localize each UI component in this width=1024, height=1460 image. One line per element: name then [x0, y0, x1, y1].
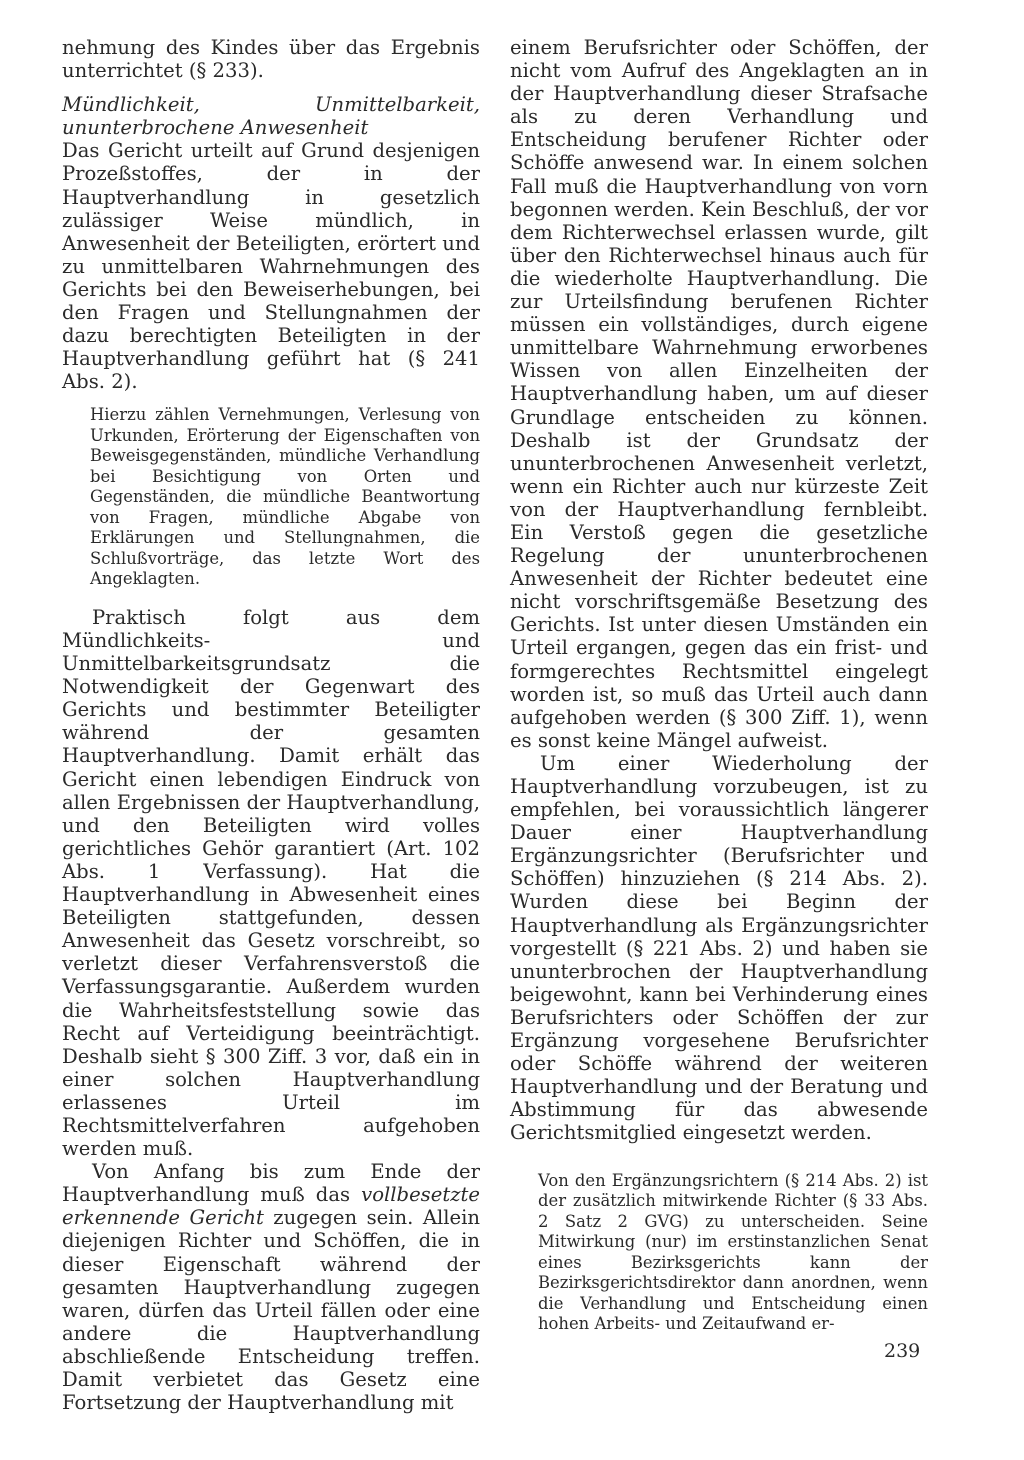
- right-column: [510, 36, 928, 1335]
- note-paragraph: Hierzu zählen Vernehmungen, Verlesung von Urkunden, Erörterung der Eigenschaften von Beweisgegenständen, mündliche Verhandlung bei Besichtigung von Orten und Gegenständen, die mündliche Beantwortung von Fragen, mündliche Abgabe von Erklärungen und Stellungnahmen, die Schlußvorträge, das letzte Wort des Angeklagten.: [90, 405, 480, 589]
- paragraph-main: Das Gericht urteilt auf Grund desjenigen Prozeßstoffes, der in der Hauptverhandlung in gesetzlich zulässiger Weise mündlich, in Anwesenheit der Beteiligten, erörtert und zu unmittelbaren Wahrnehmungen des Gerichts bei den Beweiserhebungen, bei den Fragen und Stellungnahmen der dazu berechtigten Beteiligten in der Hauptverhandlung geführt hat (§ 241 Abs. 2).: [62, 139, 480, 394]
- paragraph-text: Von Anfang bis zum Ende der Hauptverhandlung muß das: [62, 1160, 480, 1207]
- paragraph-continuation: einem Berufsrichter oder Schöffen, der nicht vom Aufruf des Angeklagten an in der Hauptverhandlung dieser Strafsache als zu deren Verhandlung und Entscheidung berufener Richter oder Schöffe anwesend war. In einem solchen Fall muß die Hauptverhandlung von vorn begonnen werden. Kein Beschluß, der vor dem Richterwechsel erlassen wurde, gilt über den Richterwechsel hinaus auch für die wiederholte Hauptverhandlung. Die zur Urteilsfindung berufenen Richter müssen ein vollständiges, durch eigene unmittelbare Wahrnehmung erworbenes Wissen von allen Einzelheiten der Hauptverhandlung haben, um auf dieser Grundlage entscheiden zu können. Deshalb ist der Grundsatz der ununterbrochenen Anwesenheit verletzt, wenn ein Richter auch nur kürzeste Zeit von der Hauptverhandlung fernbleibt. Ein Verstoß gegen die gesetzliche Regelung der ununterbrochenen Anwesenheit der Richter bedeutet eine nicht vorschriftsgemäße Besetzung des Gerichts. Ist unter diesen Umständen ein Urteil ergangen, gegen das ein frist- und formgerechtes Rechtsmittel eingelegt worden ist, so muß das Urteil auch dann aufgehoben werden (§ 300 Ziff. 1), wenn es sonst keine Mängel aufweist.: [510, 36, 928, 752]
- section-heading: Mündlichkeit, Unmittelbarkeit, ununterbrochene Anwesenheit: [62, 93, 480, 140]
- paragraph-continuation: nehmung des Kindes über das Ergebnis unterrichtet (§ 233).: [62, 36, 480, 83]
- paragraph-von-anfang: [62, 1160, 480, 1414]
- paragraph-wiederholung: Um einer Wiederholung der Hauptverhandlung vorzubeugen, ist zu empfehlen, bei voraussichtlich längerer Dauer einer Hauptverhandlung Ergänzungsrichter (Berufsrichter und Schöffen) hinzuziehen (§ 214 Abs. 2). Wurden diese bei Beginn der Hauptverhandlung als Ergänzungsrichter vorgestellt (§ 221 Abs. 2) und haben sie ununterbrochen der Hauptverhandlung beigewohnt, kann bei Verhinderung eines Berufsrichters oder Schöffen der zur Ergänzung vorgesehene Berufsrichter oder Schöffe während der weiteren Hauptverhandlung und der Beratung und Abstimmung für das abwesende Gerichtsmitglied eingesetzt werden.: [510, 751, 928, 1145]
- emphasis-text: vollbesetzte erkennende Gericht: [62, 1183, 480, 1230]
- paragraph-text: zugegen sein. Allein diejenigen Richter und Schöffen, die in dieser Eigenschaft während der gesamten Hauptverhandlung zugegen waren, dürfen das Urteil fällen oder eine andere die Hauptverhandlung abschließende Entscheidung treffen. Damit verbietet das Gesetz eine Fortsetzung der Hauptverhandlung mit: [62, 1206, 480, 1415]
- page-number: 239: [884, 1340, 921, 1362]
- note-paragraph: Von den Ergänzungsrichtern (§ 214 Abs. 2) ist der zusätzlich mitwirkende Richter (§ 33 Abs. 2 Satz 2 GVG) zu unterscheiden. Seine Mitwirkung (nur) im erstinstanzlichen Senat eines Bezirksgerichts kann der Bezirksgerichtsdirektor dann anordnen, wenn die Verhandlung und Entscheidung einen hohen Arbeits- und Zeitaufwand er-: [538, 1170, 928, 1333]
- paragraph-praktisch: Praktisch folgt aus dem Mündlichkeits- und Unmittelbarkeitsgrundsatz die Notwendigkeit der Gegenwart des Gerichts und bestimmter Beteiligter während der gesamten Hauptverhandlung. Damit erhält das Gericht einen lebendigen Eindruck von allen Ergebnissen der Hauptverhandlung, und den Beteiligten wird volles gerichtliches Gehör garantiert (Art. 102 Abs. 1 Verfassung). Hat die Hauptverhandlung in Abwesenheit eines Beteiligten stattgefunden, dessen Anwesenheit das Gesetz vorschreibt, so verletzt dieser Verfahrensverstoß die Verfassungsgarantie. Außerdem wurden die Wahrheitsfeststellung sowie das Recht auf Verteidigung beeinträchtigt. Deshalb sieht § 300 Ziff. 3 vor, daß ein in einer solchen Hauptverhandlung erlassenes Urteil im Rechtsmittelverfahren aufgehoben werden muß.: [62, 605, 480, 1161]
- left-column: [62, 36, 480, 1414]
